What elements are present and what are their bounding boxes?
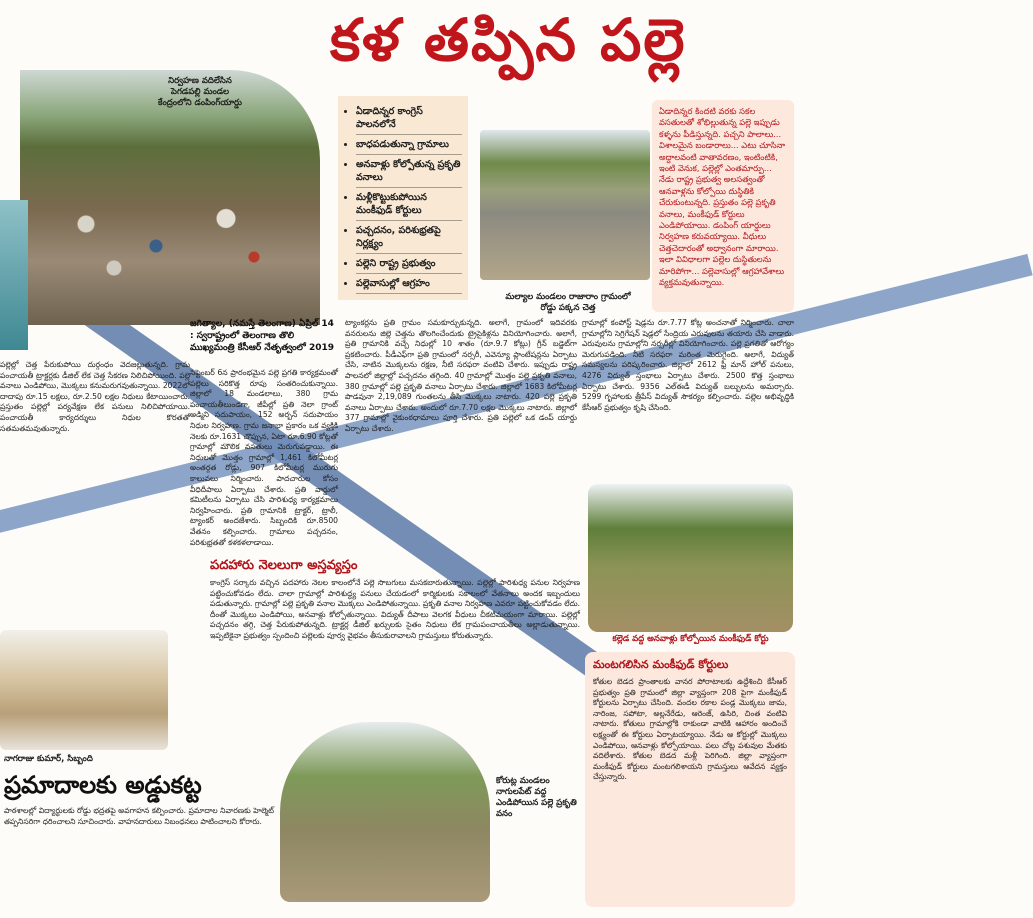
bullet-item: • ఏడాదిన్నర కాంగ్రెస్‌ పాలనలోనే <box>356 102 462 135</box>
monkey-court-text: కోతుల బెడద ప్రాంతాలకు వానర పోరాటాలకు ఉద్దేశించి కేసీఆర్‌ ప్రభుత్వం ప్రతి గ్రామంలో జిల్లా వ్యాప్తంగా 208 పైగా మంకీఫుడ్‌ కోర్టులను ఏర్పాటు చేసింది. వందల రకాల పండ్ల మొక్కలు జామ, నారింజ, సపోటా, అల్లనేరేడు, ఆరెంజ్‌, ఉసిరి, చింత వంటివి నాటారు. కోతులు గ్రామాల్లోకి రాకుండా వాటికి ఆహారం అందించే లక్ష్యంతో ఈ కోర్టులు ఏర్పాటయ్యాయి. నేడు ఆ కోర్టుల్లో మొక్కలు ఎండిపోయి, ఆనవాళ్లు కోల్పోయాయి. పలు చోట్ల పశువుల మేతకు వదిలేశారు. కోతుల బెడద మళ్లీ పెరిగింది. జిల్లా వ్యాప్తంగా మంకీఫుడ్‌ కోర్టులు మంటగలిశాయని గ్రామస్తులు ఆవేదన వ్యక్తం చేస్తున్నారు. <box>593 677 787 782</box>
intro-red-box: ఏడాదిన్నర కిందటి వరకు సకల వసతులతో శోభిల్లుతున్న పల్లె ఇప్పుడు కళ్ళను పీడిస్తున్నది. పచ్చని పాలాలు... విశాలమైన బండారాలు... ఎటు చూసినా అద్దాలవంటి వాతావరణం, ఇంటింటికి, ఇంటి వెనుక, పల్లెల్లో ఎంతమార్పు... నేడు రాష్ట్ర ప్రభుత్వ అలసత్వంతో ఆనవాళ్లను కోల్పోయి దుస్థితికి చేరుకుంటున్నది. ప్రస్తుతం పల్లె ప్రకృతి వనాలు, మంకీఫుడ్‌ కోర్టులు ఎండిపోయాయి. డంపింగ్‌ యార్డులు నిర్వహణ కరువయ్యాయి. వీధులు చెత్తచెదారంతో అధ్వానంగా మారాయి. ఇలా వివిధాలగా పల్లెల దుస్థితులను మారిపోగా... పల్లెవాసుల్లో ఆగ్రహావేశాలు వ్యక్తమవుతున్నాయి. <box>652 100 794 312</box>
bullet-item: • మళ్లీకొట్టుకుపోయిన మంకీఫుడ్‌ కోర్టులు <box>356 188 462 221</box>
monkey-court-box <box>585 652 795 907</box>
left-photo-strip <box>0 200 28 350</box>
dateline: జగిత్యాల, (నమస్తే తెలంగాణ) ఏప్రిల్‌ 14 : స్వరాష్ట్రంలో తెలంగాణ తొలి ముఖ్యమంత్రి కేసీఆర్‌ నేతృత్వంలో 2019 <box>190 319 334 353</box>
subheading-disorder: పదహారు నెలలుగా అస్తవ్యస్తం <box>210 558 358 573</box>
headline: కళ తప్పిన పల్లె <box>330 6 687 74</box>
bullet-item: • బాధపడుతున్నా గ్రామాలు <box>356 135 462 155</box>
bullet-item: • పచ్చదనం, పరిశుభ్రతపై నిర్లక్ష్యం <box>356 221 462 254</box>
photo-police-officials <box>0 630 168 750</box>
photo-road-caption: మల్యాల మండలం రాజారాం గ్రామంలో రోడ్డు పక్కన చెత్త <box>505 292 631 313</box>
photo-trees-caption: కల్లెడ వద్ద అనవాళ్లు కోల్పోయిన మంకీఫుడ్‌ కోర్టు <box>612 634 769 644</box>
bullet-box <box>338 96 468 300</box>
right-column-1: గ్రామాల్లో కంపోస్ట్‌ షెడ్లను రూ.7.77 కోట్ల అంచనాతో నిర్మించారు. చాలా గ్రామాల్లోని సెగ్రిగేషన్‌ షెడ్లలో సేంద్రియ ఎరువులను తయారు చేసి వాడారు. ఎరువులను గ్రామాల్లోని నర్సరీల్లో వినియోగించారు. పల్లె ప్రగతితో ఆరోగ్యం మెరుగుపడింది. నీటి సరఫరా మరింత మెరుగైంది. అలాగే, విద్యుత్‌ సమస్యలను పరిష్కరించారు. జిల్లాలో 2612 ఫ్రీ మాన్‌ హోల్‌ పనులు, 4276 విద్యుత్‌ స్తంభాలు ఏర్పాటు చేశారు. 2500 కొత్త స్తంభాలు ఏర్పాటు చేశారు. 9356 ఎల్‌ఈడీ విద్యుత్‌ బల్బులను అమర్చారు. 5299 గృహాలకు త్రీపేస్‌ విద్యుత్‌ సౌకర్యం కల్పించారు. పల్లెల అభివృద్ధికి కేసీఆర్‌ ప్రభుత్వం కృషి చేసింది. <box>582 318 794 412</box>
center-column-2: ట్యాంకర్లను ప్రతి గ్రామం సమకూర్చుకున్నది. అలాగే, గ్రామంలో ఇదివరకు వనరులను జిల్లె చెత్తను తొలగించేందుకు ట్రైసైకిళ్లను వినియోగించారు. అలాగే, ప్రతి గ్రామానికి వచ్చే నిధుల్లో 10 శాతం (రూ.9.7 కోట్లు) గ్రీన్‌ బడ్జెట్‌గా ప్రకటించారు. పీడీఎఫ్‌గా ప్రతి గ్రామంలో నర్సరీ, ఎవెన్యూ ప్లాంటేషన్లను ఏర్పాటు చేసి, నాటిన మొక్కలను రక్షణ, నీటి సరఫరా వంటివి చేశారు. ఇప్పుడు రాష్ట్ర పాలనలో జిల్లాల్లో పచ్చదనం తగ్గింది. 40 గ్రామాల్లో మొత్తం పల్లె ప్రకృతి వనాలు, 380 గ్రామాల్లో పల్లె ప్రకృతి వనాలు ఏర్పాటు చేశారు. జిల్లాలో 1683 కిలోమీటర్ల పొడవునా 2,19,089 గుంతలను తీసి మొక్కలు నాటారు. 420 పల్లె ప్రకృతి వనాలు ఏర్పాటు చేశారు. అందులో రూ.7.70 లక్షల మొక్కలు నాటారు. జిల్లాలో 377 గ్రామాల్లో వైకుంఠధామాలు పూర్తి చేశారు. ప్రతి పల్లెలో ఒక డంప్‌ యార్డు ఏర్పాటు చేశారు. <box>345 318 577 433</box>
bullet-item: • పల్లెవాసుల్లో ఆగ్రహం <box>356 274 462 294</box>
left-column-text: పల్లెల్లో చెత్త పేరుకుపోయి దుర్గంధం వెదజల్లుతున్నది. గ్రామ పంచాయతీ ట్రాక్టర్లకు డీజిల్‌ లేక చెత్త సేకరణ నిలిచిపోయింది. పల్లె వనాలు ఎండిపోయి, మొక్కలు కనుమరుగవుతున్నాయి. 2022లో దాదాపు రూ.15 లక్షలు, రూ.2.50 లక్షల నిధులు కేటాయించారు. ప్రస్తుతం పల్లెల్లో పర్యవేక్షణ లేక పనులు నిలిచిపోయాయి. పంచాయతీ కార్యదర్శులు నిధుల కొరతతో సతమతమవుతున్నారు. <box>0 360 190 433</box>
left-headline: ప్రమాదాలకు అడ్డుకట్ట <box>4 770 202 799</box>
bullet-item: • పల్లెని రాష్ట్ర ప్రభుత్వం <box>356 254 462 274</box>
photo-monkey-food-court <box>588 484 793 632</box>
monkey-court-title: మంటగలిసిన మంకీఫుడ్‌ కోర్టులు <box>593 658 729 671</box>
center-column-1: సెప్టెంబర్‌ 6న ప్రారంభమైన పల్లె ప్రగతి కార్యక్రమంతో పల్లెలు సరికొత్త రూపు సంతరించుకున్నాయి. జిల్లాలో 18 మండలాలు, 380 గ్రామ పంచాయతీలుండగా, జీపీల్లో ప్రతి నెలా గ్రాంట్‌ అడ్మిని సదుపాయం, 152 అర్బన్‌ సదుపాయం నిధుల నిర్వహణ. గ్రామ జనాభా ప్రకారం ఒక వ్యక్తికి నెలకు రూ.1631 చొప్పున, ఏటా రూ.6.90 కోట్లతో గ్రామాల్లో మౌలిక వసతులు మెరుగుపడ్డాయి. ఈ నిధులతో మొత్తం గ్రామాల్లో 1,461 కిలోమీటర్ల అంతర్గత రోడ్లు, 907 కిలోమీటర్ల మురుగు కాలువలు నిర్మించారు. పాదచారుల కోసం వీధిదీపాలు ఏర్పాటు చేశారు. ప్రతి వార్డులో కమిటీలను ఏర్పాటు చేసి పారిశుధ్య కార్యక్రమాలు నిర్వహించారు. ప్రతి గ్రామానికి ట్రాక్టర్‌, ట్రాలీ, ట్యాంకర్‌ అందజేశారు. సిబ్బందికి రూ.8500 వేతనం కల్పించారు. గ్రామాలు పచ్చదనం, పరిశుభ్రతతో కళకళలాడాయి. <box>190 368 338 547</box>
photo-police-caption: నాగరాజు కుమార్‌, సిబ్బంది <box>4 754 93 764</box>
photo-roadside-garbage <box>480 130 650 280</box>
left-bottom-text: పాఠశాలల్లో విద్యార్థులకు రోడ్డు భద్రతపై అవగాహన కల్పించారు. ప్రమాదాల నివారణకు హెల్మెట్‌ తప్పనిసరిగా ధరించాలని సూచించారు. వాహనదారులు నిబంధనలు పాటించాలని కోరారు. <box>4 806 274 826</box>
middle-lower-text: కాంగ్రెస్‌ సర్కారు వచ్చిన పదహారు నెలల కాలంలోనే పల్లె సొబగులు మసకబారుతున్నాయి. పల్లెల్లో పారిశుధ్య పనుల నిర్వహణ పట్టించుకోవడం లేదు. చాలా గ్రామాల్లో పారిశుద్ధ్య పనులు చేయడంలో కార్మికులకు సకాలంలో వేతనాలు అందక ఇబ్బందులు పడుతున్నారు. గ్రామాల్లో పల్లె ప్రకృతి వనాల మొక్కలు ఎండిపోతున్నాయి. ప్రకృతి వనాల నిర్వహణ ఎవరూ పట్టించుకోవడం లేదు. దీంతో మొక్కలు ఎండిపోయి, అనవాళ్లు కోల్పోతున్నాయి. విద్యుత్‌ దీపాలు వెలగక వీధులు చీకటిమయంగా మారాయి. పల్లెల్లో పచ్చదనం తగ్గి, చెత్త పేరుకుపోతున్నది. ట్రాక్టర్ల డీజిల్‌ ఖర్చులకు సైతం నిధులు లేక గ్రామపంచాయతీలు అల్లాడుతున్నాయి. ఇప్పటికైనా ప్రభుత్వం స్పందించి పల్లెలకు పూర్వ వైభవం తీసుకురావాలని గ్రామస్తులు కోరుతున్నారు. <box>210 578 580 640</box>
bullet-item: • అనవాళ్లు కోల్పోతున్న ప్రకృతి వనాలు <box>356 155 462 188</box>
photo-garbage-caption: నిర్వహణ వదిలేసిన పెగడపల్లి మండల కేంద్రంలోని డంపింగ్‌యార్డు <box>158 76 242 108</box>
photo-dried-park <box>280 722 490 902</box>
photo-garbage-dump <box>20 70 320 325</box>
photo-pits-caption: కోరుట్ల మండలం నాగులపేట్‌ వద్ద ఎండిపోయిన పల్లె ప్రకృతి వనం <box>496 776 577 819</box>
